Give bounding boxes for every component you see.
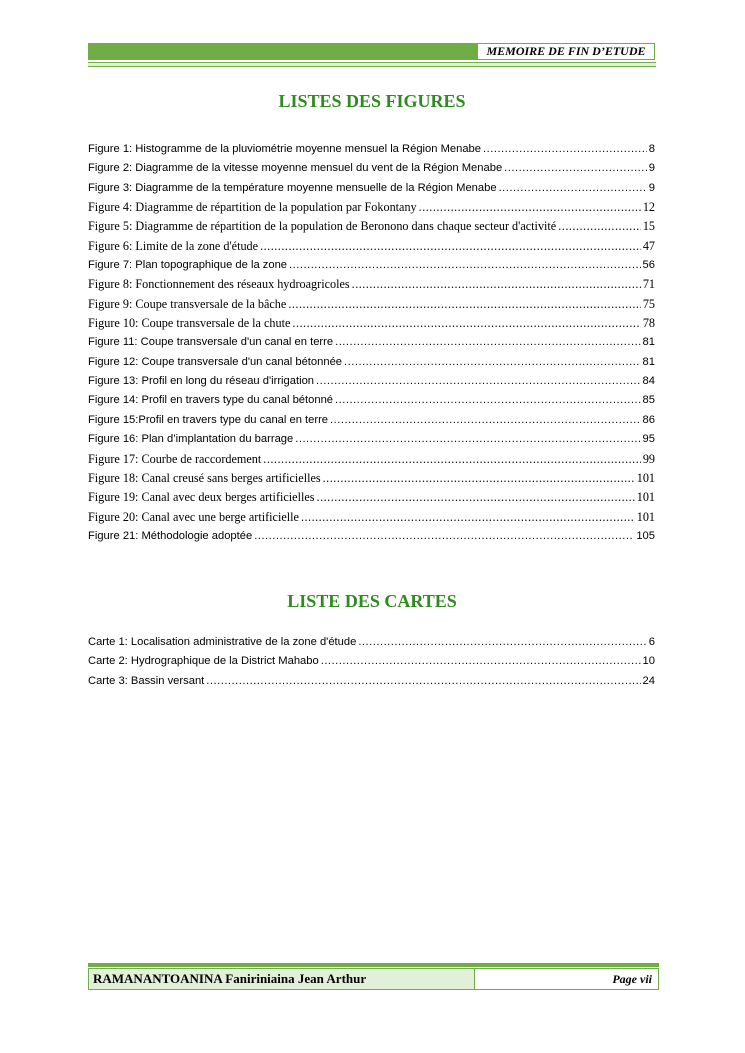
cartes-heading: LISTE DES CARTES	[287, 591, 457, 611]
toc-entry-page: 78	[642, 316, 655, 331]
toc-entry[interactable]	[88, 672, 655, 691]
toc-entry-page: 81	[642, 336, 655, 349]
toc-entry[interactable]	[88, 488, 655, 507]
toc-leader-dots	[504, 159, 647, 178]
toc-entry-page: 10	[642, 655, 655, 668]
toc-leader-dots	[344, 353, 641, 372]
toc-entry-page: 101	[636, 509, 655, 524]
toc-leader-dots	[499, 179, 647, 198]
toc-entry-page: 9	[648, 162, 655, 175]
toc-entry[interactable]	[88, 295, 655, 314]
cartes-list	[88, 633, 655, 691]
toc-entry-page: 81	[642, 355, 655, 368]
toc-entry[interactable]	[88, 633, 655, 652]
toc-entry[interactable]	[88, 430, 655, 449]
toc-leader-dots	[254, 527, 634, 546]
toc-entry-title: Figure 4: Diagramme de répartition de la population par Fokontany	[88, 200, 417, 215]
toc-leader-dots	[260, 237, 641, 256]
toc-entry-title: Figure 3: Diagramme de la température moyenne mensuelle de la Région Menabe	[88, 181, 497, 194]
toc-entry[interactable]	[88, 527, 655, 546]
toc-entry-page: 95	[642, 433, 655, 446]
toc-entry-title: Figure 19: Canal avec deux berges artificielles	[88, 490, 315, 505]
toc-entry-page: 101	[636, 470, 655, 485]
toc-entry-page: 86	[642, 413, 655, 426]
toc-leader-dots	[288, 295, 640, 314]
toc-entry-title: Figure 16: Plan d’implantation du barrage	[88, 433, 294, 446]
toc-entry[interactable]	[88, 275, 655, 294]
toc-leader-dots	[206, 672, 640, 691]
toc-leader-dots	[321, 652, 641, 671]
toc-leader-dots	[292, 314, 640, 333]
toc-entry[interactable]	[88, 140, 655, 159]
figures-heading: LISTES DES FIGURES	[278, 91, 466, 111]
toc-entry-page: 99	[642, 451, 655, 466]
toc-entry-title: Figure 7: Plan topographique de la zone	[88, 259, 288, 272]
toc-entry[interactable]	[88, 450, 655, 469]
toc-entry[interactable]	[88, 353, 655, 372]
toc-entry-title: Figure 2: Diagramme de la vitesse moyenne mensuel du vent de la Région Menabe	[88, 162, 503, 175]
toc-entry-page: 56	[642, 259, 655, 272]
footer-page-number: Page vii	[475, 968, 659, 990]
toc-entry[interactable]	[88, 217, 655, 236]
header-accent-bar	[88, 43, 477, 60]
header-rule	[88, 62, 656, 67]
toc-entry-title: Figure 6: Limite de la zone d'étude	[88, 238, 259, 253]
toc-leader-dots	[352, 275, 641, 294]
toc-entry-title: Carte 2: Hydrographique de la District Mahabo	[88, 655, 319, 668]
toc-leader-dots	[289, 256, 641, 275]
toc-leader-dots	[335, 391, 641, 410]
toc-entry-title: Figure 8: Fonctionnement des réseaux hydroagricoles	[88, 277, 350, 292]
toc-entry[interactable]	[88, 198, 655, 217]
toc-entry-title: Figure 18: Canal creusé sans berges artificielles	[88, 470, 321, 485]
toc-leader-dots	[335, 333, 640, 352]
toc-entry-page: 101	[636, 490, 655, 505]
toc-entry-page: 47	[642, 238, 655, 253]
toc-entry-title: Figure 15:Profil en travers type du canal en terre	[88, 413, 329, 426]
toc-leader-dots	[263, 450, 641, 469]
toc-entry[interactable]	[88, 237, 655, 256]
toc-entry-page: 75	[642, 296, 655, 311]
toc-entry[interactable]	[88, 256, 655, 275]
toc-entry-title: Figure 20: Canal avec une berge artificielle	[88, 509, 299, 524]
toc-entry-page: 85	[642, 394, 655, 407]
header-title: MEMOIRE DE FIN D’ETUDE	[477, 43, 655, 60]
page-footer	[88, 963, 659, 993]
toc-leader-dots	[295, 430, 640, 449]
toc-leader-dots	[419, 198, 641, 217]
toc-entry[interactable]	[88, 333, 655, 352]
toc-entry-page: 24	[642, 674, 655, 687]
toc-entry-page: 6	[648, 636, 655, 648]
toc-entry[interactable]	[88, 652, 655, 671]
toc-entry-title: Figure 21: Méthodologie adoptée	[88, 529, 253, 542]
toc-leader-dots	[558, 217, 641, 236]
toc-entry-title: Figure 17: Courbe de raccordement	[88, 451, 262, 466]
toc-entry-page: 8	[648, 143, 655, 155]
toc-entry[interactable]	[88, 372, 655, 391]
toc-entry-title: Figure 14: Profil en travers type du canal bétonné	[88, 394, 334, 407]
footer-accent-bar	[88, 963, 659, 967]
toc-entry[interactable]	[88, 391, 655, 410]
toc-entry-title: Figure 5: Diagramme de répartition de la population de Beronono dans chaque secteur d'activité	[88, 219, 557, 234]
toc-entry-title: Carte 3: Bassin versant	[88, 674, 205, 687]
toc-entry-page: 71	[642, 277, 655, 292]
toc-entry[interactable]	[88, 159, 655, 178]
toc-entry[interactable]	[88, 314, 655, 333]
toc-leader-dots	[317, 488, 635, 507]
toc-entry-title: Figure 1: Histogramme de la pluviométrie moyenne mensuel la Région Menabe	[88, 143, 482, 155]
toc-entry[interactable]	[88, 179, 655, 198]
toc-entry-title: Figure 12: Coupe transversale d'un canal bétonnée	[88, 355, 343, 368]
toc-leader-dots	[330, 411, 641, 430]
figures-list	[88, 140, 655, 546]
toc-entry-title: Figure 10: Coupe transversale de la chute	[88, 316, 291, 331]
toc-leader-dots	[301, 508, 635, 527]
toc-entry-page: 12	[642, 200, 655, 215]
toc-entry-page: 9	[648, 181, 655, 194]
toc-entry[interactable]	[88, 508, 655, 527]
toc-entry-page: 105	[636, 529, 655, 542]
toc-entry-page: 84	[642, 375, 655, 388]
toc-entry-title: Figure 9: Coupe transversale de la bâche	[88, 296, 287, 311]
toc-leader-dots	[316, 372, 641, 391]
toc-entry-title: Carte 1: Localisation administrative de la zone d'étude	[88, 636, 357, 648]
toc-entry-title: Figure 11: Coupe transversale d'un canal en terre	[88, 336, 334, 349]
toc-entry-page: 15	[642, 219, 655, 234]
toc-leader-dots	[323, 469, 635, 488]
toc-leader-dots	[483, 140, 647, 159]
toc-leader-dots	[358, 633, 646, 652]
toc-entry[interactable]	[88, 411, 655, 430]
toc-entry[interactable]	[88, 469, 655, 488]
toc-entry-title: Figure 13: Profil en long du réseau d'irrigation	[88, 375, 315, 388]
page-header	[88, 43, 656, 67]
footer-author: RAMANANTOANINA Faniriniaina Jean Arthur	[88, 968, 475, 990]
